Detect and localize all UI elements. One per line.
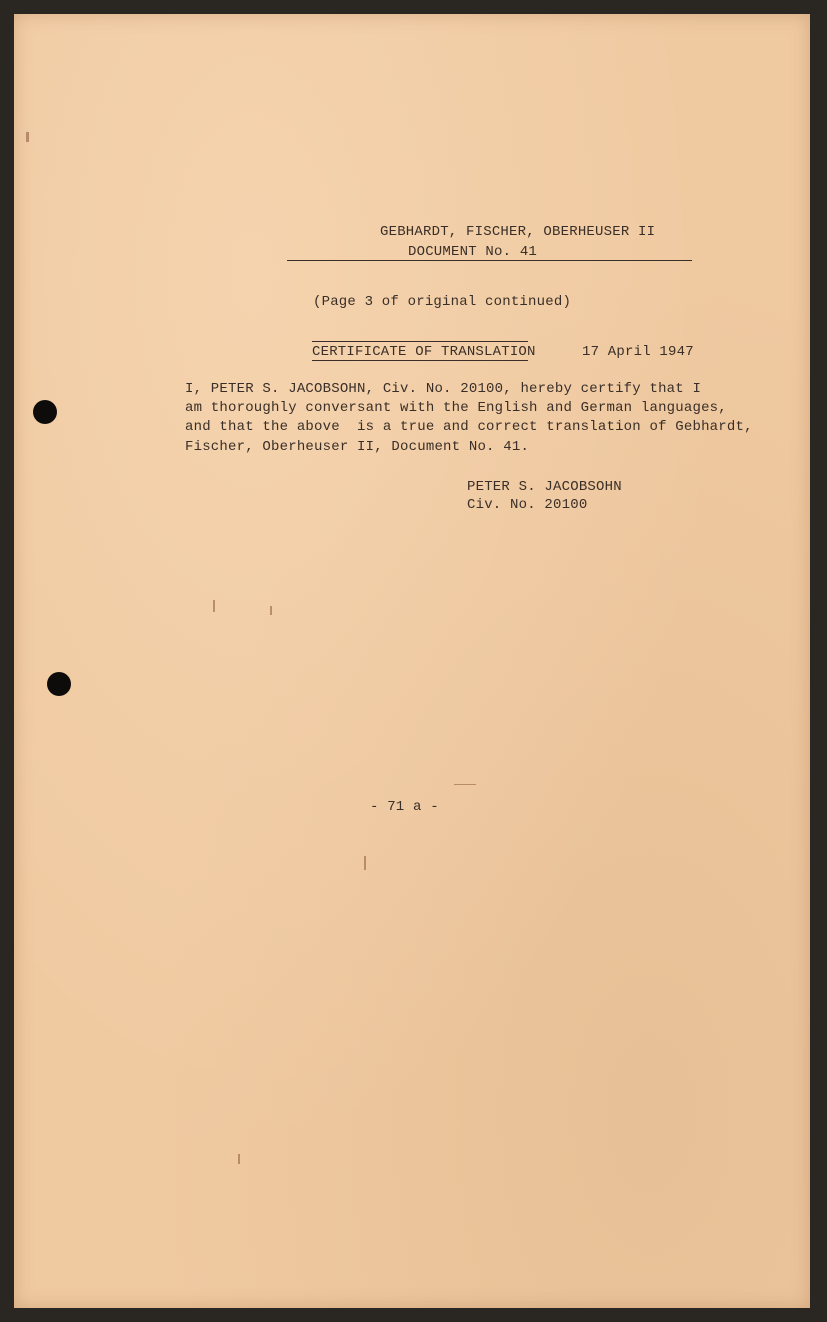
page-number: - 71 a - <box>370 799 439 815</box>
paper-fleck <box>364 856 366 870</box>
header-defendants: GEBHARDT, FISCHER, OBERHEUSER II <box>380 224 656 240</box>
document-page <box>14 14 810 1308</box>
certificate-title-overline <box>312 341 528 342</box>
body-line-2: am thoroughly conversant with the English and German languages, <box>185 400 727 416</box>
page-continuation-note: (Page 3 of original continued) <box>313 294 572 310</box>
certificate-date: 17 April 1947 <box>582 344 694 360</box>
paper-fleck <box>26 132 29 142</box>
binder-hole-top <box>33 400 57 424</box>
body-line-4: Fischer, Oberheuser II, Document No. 41. <box>185 439 530 455</box>
header-underline <box>287 260 692 261</box>
paper-fleck <box>454 784 476 785</box>
signature-civ-number: Civ. No. 20100 <box>467 497 588 513</box>
body-line-3: and that the above is a true and correct translation of Gebhardt, <box>185 419 753 435</box>
paper-fleck <box>238 1154 240 1164</box>
signature-name: PETER S. JACOBSOHN <box>467 479 622 495</box>
paper-fleck <box>213 600 215 612</box>
paper-fleck <box>270 606 272 615</box>
header-document-number: DOCUMENT No. 41 <box>408 244 538 260</box>
certificate-title-underline <box>312 360 528 361</box>
binder-hole-bottom <box>47 672 71 696</box>
certificate-title: CERTIFICATE OF TRANSLATION <box>312 344 536 360</box>
body-line-1: I, PETER S. JACOBSOHN, Civ. No. 20100, hereby certify that I <box>185 381 702 397</box>
